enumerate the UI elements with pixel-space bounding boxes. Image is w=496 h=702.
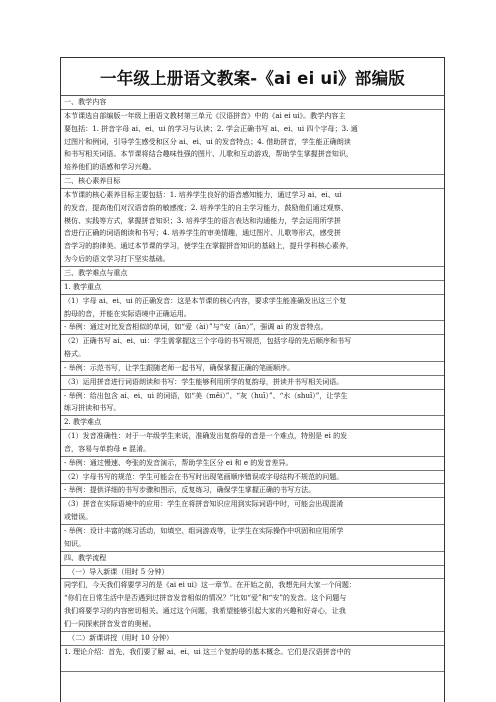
- text-line: 格式。: [64, 349, 86, 359]
- text-line: 过图片和例词，引导学生感受和区分 ai、ei、ui 的发音特点；4. 借助拼音，学生能正确朗读: [64, 136, 351, 146]
- table-row: [61, 281, 444, 295]
- text-line: - 举例：通过慢速、夸张的发音演示，帮助学生区分 ei 和 e 的发音差异。: [64, 457, 293, 467]
- text-line: 模仿、实践等方式，掌握拼音知识；3. 培养学生的语言表达和沟通能力，学会运用所学拼: [64, 215, 341, 225]
- text-line: 2. 教学难点: [64, 417, 102, 427]
- text-line: [64, 658, 442, 671]
- text-line: 音学习的韵律美。通过本节课的学习，使学生在掌握拼音知识的基础上，提升学科核心素养，: [64, 241, 353, 251]
- table-row: [61, 362, 444, 376]
- table-row: [61, 376, 444, 390]
- text-line: （2）字母书写的规范：学生可能会在书写时出现笔画顺序错误或字母结构不规范的问题。: [64, 471, 344, 481]
- text-line: 音进行正确的词语朗读和书写；4. 培养学生的审美情趣，通过图片、儿歌等形式，感受拼: [64, 228, 341, 238]
- text-line: （1）字母 ai、ei、ui 的正确发音：这是本节课的核心内容，要求学生能准确发出这三个复: [64, 295, 347, 305]
- table-row: [61, 566, 444, 580]
- table-row: [61, 321, 444, 335]
- text-line: - 举例：通过对比发音相似的单词，如“爱（ài）”与“安（ān）”，强调 ai 的发音特点。: [64, 322, 328, 332]
- text-line: - 举例：给出包含 ai、ei、ui 的词语，如“美（měi）”、“灰（huī）”、“水（shuǐ）”，让学生: [64, 390, 348, 400]
- text-line: - 举例：设计丰富的练习活动，如填空、组词游戏等，让学生在实际操作中巩固和应用所学: [64, 526, 344, 535]
- document-title: 一年级上册语文教案-《ai ei ui》部编版: [61, 58, 444, 96]
- text-line: 一、教学内容: [64, 97, 107, 106]
- text-line: 或错误。: [64, 512, 93, 522]
- text-line: “你们在日常生活中是否遇到过拼音发音相似的情况？”比如“爱”和“安”的发音。这个问题与: [64, 593, 347, 603]
- text-line: （1）发音准确性：对于一年级学生来说，准确发出复韵母的音是一个难点，特别是 ei 的发: [64, 431, 348, 441]
- text-line: 和书写相关词语。本节课将结合趣味性强的图片、儿歌和互动游戏，帮助学生掌握拼音知识，: [64, 149, 353, 159]
- table-row: [61, 430, 444, 457]
- table-row: [61, 175, 444, 189]
- text-line: 音，容易与单韵母 e 混淆。: [64, 443, 151, 453]
- table-row: [61, 267, 444, 281]
- text-line: 知识。: [64, 538, 86, 548]
- table-row: [61, 484, 444, 498]
- text-line: 二、核心素养目标: [64, 176, 121, 186]
- text-line: 的发音，提高他们对汉语音韵的敏感度；2. 培养学生的自主学习能力，鼓励他们通过观察、: [64, 202, 348, 212]
- text-line: 三、教学难点与重点: [64, 267, 128, 277]
- text-line: （3）运用拼音进行词语朗读和书写：学生能够利用所学的复韵母，拼读并书写相关词语。: [64, 376, 344, 386]
- table-row: [61, 471, 444, 485]
- text-line: 练习拼读和书写。: [64, 403, 121, 413]
- text-line: 1. 教学重点: [64, 281, 102, 291]
- table-row: [61, 579, 444, 631]
- table-row: [61, 335, 444, 362]
- table-row: [61, 189, 444, 267]
- table-row: [61, 498, 444, 525]
- text-line: （二）新课讲授（用时 10 分钟）: [68, 632, 174, 642]
- table-row: [61, 457, 444, 471]
- text-line: 们一同探索拼音发音的奥秘。: [64, 618, 156, 628]
- table-row: [61, 96, 444, 110]
- table-row: [61, 110, 444, 175]
- table-row: [61, 646, 444, 673]
- text-line: （一）导入新课（用时 5 分钟）: [68, 566, 169, 576]
- text-line: 四、教学流程: [64, 552, 107, 562]
- text-line: 本节课的核心素养目标主要包括：1. 培养学生良好的语音感知能力，通过学习 ai、ei、ui: [64, 189, 342, 199]
- text-line: 同学们，今天我们将要学习的是《ai ei ui》这一章节。在开始之前，我想先问大家一个问题：: [64, 580, 356, 590]
- table-row: [61, 525, 444, 552]
- text-line: 1. 理论介绍：首先，我们要了解 ai、ei、ui 这三个复韵母的基本概念。它们是汉语拼音中的: [64, 646, 351, 656]
- text-line: 要包括：1. 拼音字母 ai、ei、ui 的学习与认读；2. 学会正确书写 ai、ei、ui 四个字母；3. 通: [64, 123, 358, 133]
- table-row: [61, 632, 444, 646]
- text-line: 为今后的语文学习打下坚实基础。: [64, 254, 170, 264]
- table-row: [61, 295, 444, 322]
- table-body: [61, 96, 444, 672]
- text-line: 韵母的音，并能在实际语境中正确运用。: [64, 308, 191, 318]
- text-line: - 举例：提供详细的书写步骤和图示，反复练习，确保学生掌握正确的书写方法。: [64, 485, 316, 495]
- text-line: （2）正确书写 ai、ei、ui：学生需掌握这三个字母的书写规范，包括字母的先后顺序和书写: [64, 336, 352, 346]
- table-row: [61, 552, 444, 566]
- lesson-plan-table: [60, 57, 445, 702]
- text-line: （3）拼音在实际语境中的应用：学生在将拼音知识应用到实际词语中时，可能会出现混淆: [64, 499, 344, 509]
- text-line: - 举例：示范书写，让学生跟随老师一起书写，确保掌握正确的笔画顺序。: [64, 362, 295, 372]
- table-row: [61, 416, 444, 430]
- text-line: 本节课选自部编版一年级上册语文教材第三单元《汉语拼音》中的《ai ei ui》。教学内容主: [64, 110, 346, 120]
- table-row: [61, 390, 444, 417]
- text-line: 培养他们的语感和学习兴趣。: [64, 162, 156, 172]
- text-line: 我们将要学习的内容密切相关。通过这个问题，我希望能够引起大家的兴趣和好奇心，让我: [64, 606, 346, 616]
